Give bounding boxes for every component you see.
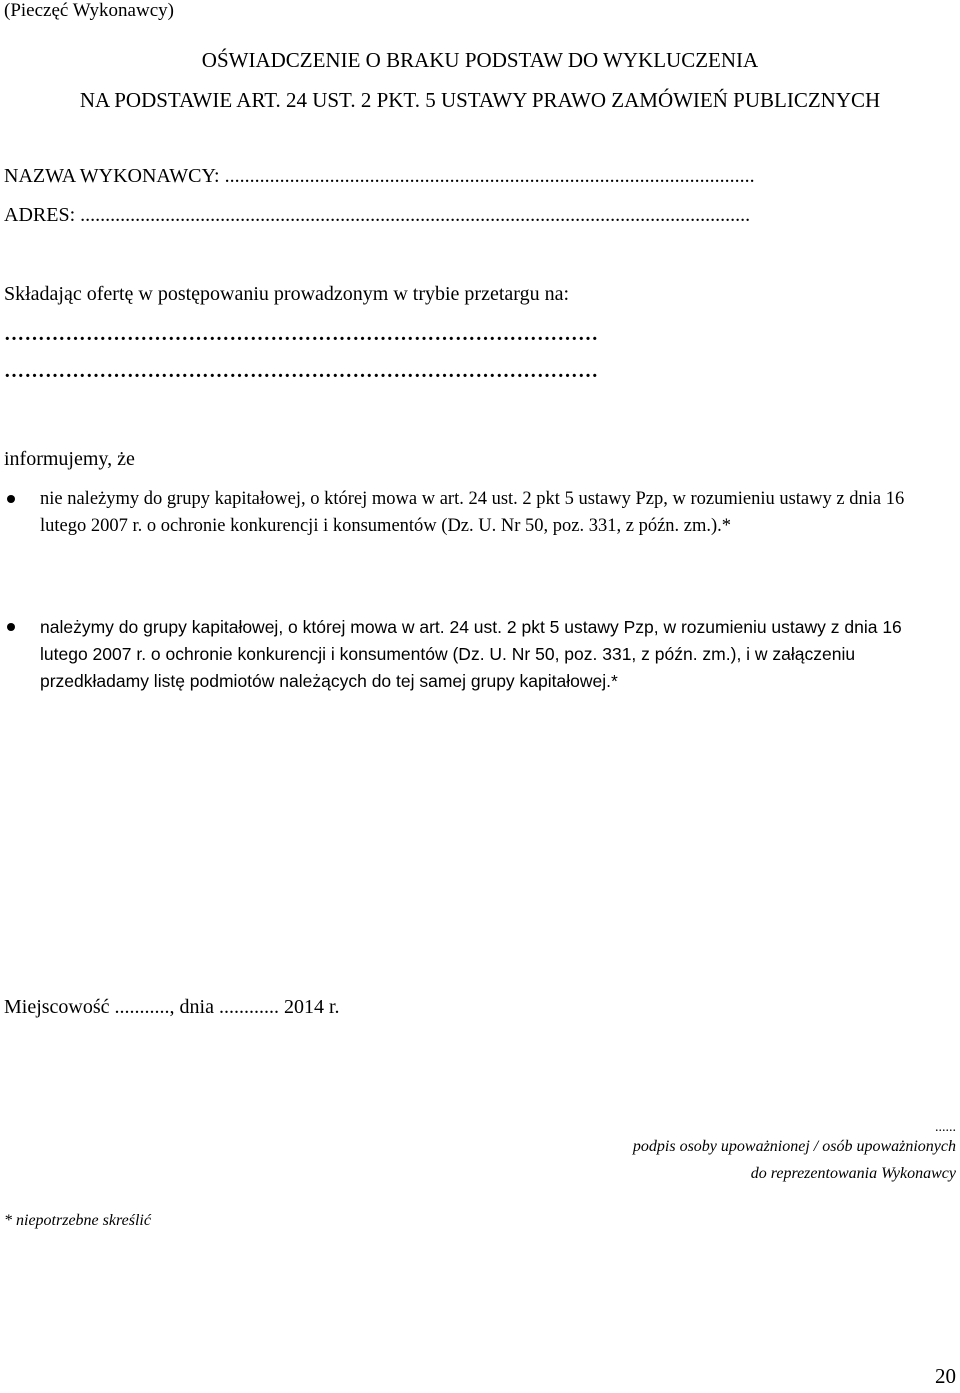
- contractor-name-field: NAZWA WYKONAWCY: ..........................................................................................................: [4, 165, 755, 187]
- document-title-line-1: OŚWIADCZENIE O BRAKU PODSTAW DO WYKLUCZENIA: [201, 48, 759, 72]
- tender-name-dots-2: ……………………………………………………………………………: [4, 360, 599, 382]
- bullet-icon: [7, 495, 15, 503]
- tender-name-dots-1: ……………………………………………………………………………: [4, 323, 599, 345]
- option-not-member-text: nie należymy do grupy kapitałowej, o której mowa w art. 24 ust. 2 pkt 5 ustawy Pzp, w rozumieniu ustawy z dnia 16 lutego 2007 r. o ochronie konkurencji i konsumentów (Dz. U. Nr 50, poz. 331, z późn. zm.).*: [40, 489, 905, 536]
- bullet-icon: [7, 623, 15, 631]
- page-number: 20: [935, 1364, 956, 1388]
- footnote: * niepotrzebne skreślić: [4, 1212, 151, 1229]
- inform-text: informujemy, że: [4, 448, 135, 470]
- place-date-line: Miejscowość ..........., dnia ............ 2014 r.: [4, 996, 340, 1018]
- signature-caption-line-1: podpis osoby upoważnionej / osób upoważnionych: [632, 1138, 956, 1155]
- contractor-stamp-label: (Pieczęć Wykonawcy): [4, 0, 174, 21]
- option-member-text: należymy do grupy kapitałowej, o której mowa w art. 24 ust. 2 pkt 5 ustawy Pzp, w rozumieniu ustawy z dnia 16 lutego 2007 r. o ochronie konkurencji i konsumentów (Dz. U. Nr 50, poz. 331, z późn. zm.), i w załączeniu przedkładamy listę podmiotów należących do tej samej grupy kapitałowej.*: [40, 617, 902, 691]
- document-title-line-2: NA PODSTAWIE ART. 24 UST. 2 PKT. 5 USTAWY PRAWO ZAMÓWIEŃ PUBLICZNYCH: [79, 88, 881, 112]
- tender-intro-text: Składając ofertę w postępowaniu prowadzonym w trybie przetargu na:: [4, 283, 569, 305]
- signature-caption-line-2: do reprezentowania Wykonawcy: [750, 1165, 956, 1182]
- signature-dots: ......: [935, 1120, 956, 1135]
- contractor-address-field: ADRES: ......................................................................................................................................: [4, 204, 751, 226]
